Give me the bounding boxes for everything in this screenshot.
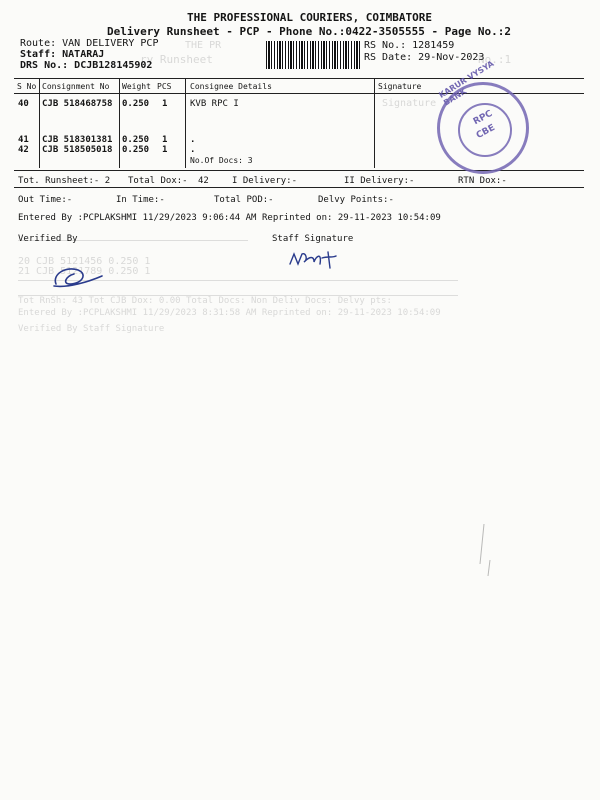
row-sno: 41 <box>18 135 29 145</box>
row-consignee: . <box>190 135 196 145</box>
row-weight: 0.250 <box>122 145 150 155</box>
total-dox-label: Total Dox:- <box>128 176 188 186</box>
row-sno: 40 <box>18 99 29 109</box>
ii-delivery: II Delivery:- <box>344 176 415 186</box>
ghost-summary: Tot RnSh: 43 Tot CJB Dox: 0.00 Total Docs: Non Deliv Docs: Delvy pts: <box>18 296 392 306</box>
verified-by: Verified By <box>18 234 78 244</box>
row-consignment: CJB 518505018 <box>42 145 113 155</box>
delvy-points: Delvy Points:- <box>318 195 394 205</box>
staff-signature <box>286 246 346 272</box>
drs-number: DRS No.: DCJB128145902 <box>20 60 153 71</box>
col-divider <box>374 78 375 168</box>
table-top-border <box>14 78 584 79</box>
ghost-entered: Entered By :PCPLAKSHMI 11/29/2023 8:31:58 AM Reprinted on: 29-11-2023 10:54:09 <box>18 308 441 318</box>
row-consignee: KVB RPC I <box>190 99 239 109</box>
entered-by: Entered By :PCPLAKSHMI 11/29/2023 9:06:44 AM <box>18 213 257 223</box>
col-header-pcs: PCS <box>157 82 172 91</box>
docs-count: No.Of Docs: 3 <box>190 156 253 165</box>
col-header-consignment: Consignment No <box>42 82 110 91</box>
row-pcs: 1 <box>162 99 168 109</box>
staff-signature-label: Staff Signature <box>272 234 354 244</box>
col-header-consignee: Consignee Details <box>190 82 272 91</box>
row-pcs: 1 <box>162 135 168 145</box>
col-divider <box>119 78 120 168</box>
in-time: In Time:- <box>116 195 165 205</box>
col-header-signature: Signature <box>378 82 422 91</box>
barcode <box>266 41 360 69</box>
ghost-rows: 21 CJB 5121789 0.250 1 <box>18 266 151 277</box>
i-delivery: I Delivery:- <box>232 176 298 186</box>
runsheet-title: Delivery Runsheet - PCP - Phone No.:0422-3505555 - Page No.:2 <box>107 25 511 38</box>
stamp-line1: RPC <box>471 108 495 128</box>
ghost-runsheet: ry Runsheet <box>140 53 213 66</box>
row-weight: 0.250 <box>122 135 150 145</box>
route: Route: VAN DELIVERY PCP <box>20 38 159 49</box>
rs-date: RS Date: 29-Nov-2023 <box>364 52 485 63</box>
pen-mark <box>470 520 500 580</box>
total-dox-value: 42 <box>198 176 209 186</box>
ghost-page: No.:1 <box>478 53 512 66</box>
total-pod: Total POD:- <box>214 195 274 205</box>
ghost-verified: Verified By Staff Signature <box>18 324 165 334</box>
row-consignee: . <box>190 145 196 155</box>
ghost-sig-header: Signature <box>382 98 437 109</box>
col-header-weight: Weight <box>122 82 151 91</box>
ghost-title: THE PR <box>185 40 222 51</box>
rs-number: RS No.: 1281459 <box>364 40 455 51</box>
verifier-signature <box>48 262 108 292</box>
stamp-line2: CBE <box>474 122 497 142</box>
tot-runsheet: Tot. Runsheet:- 2 <box>18 176 111 186</box>
row-consignment: CJB 518468758 <box>42 99 113 109</box>
out-time: Out Time:- <box>18 195 73 205</box>
row-pcs: 1 <box>162 145 168 155</box>
stamp-outer-text: KARUR VYSYA BANK <box>437 58 496 108</box>
rtn-dox: RTN Dox:- <box>458 176 507 186</box>
reprinted-on: Reprinted on: 29-11-2023 10:54:09 <box>262 213 441 223</box>
summary-divider <box>14 187 584 188</box>
col-divider <box>39 78 40 168</box>
row-weight: 0.250 <box>122 99 150 109</box>
staff: Staff: NATARAJ <box>20 49 105 60</box>
company-name: THE PROFESSIONAL COURIERS, COIMBATORE <box>187 11 433 24</box>
row-sno: 42 <box>18 145 29 155</box>
row-consignment: CJB 518301381 <box>42 135 113 145</box>
col-header-sno: S No <box>17 82 37 91</box>
ghost-rows: 20 CJB 5121456 0.250 1 <box>18 256 151 267</box>
col-divider <box>185 78 186 168</box>
